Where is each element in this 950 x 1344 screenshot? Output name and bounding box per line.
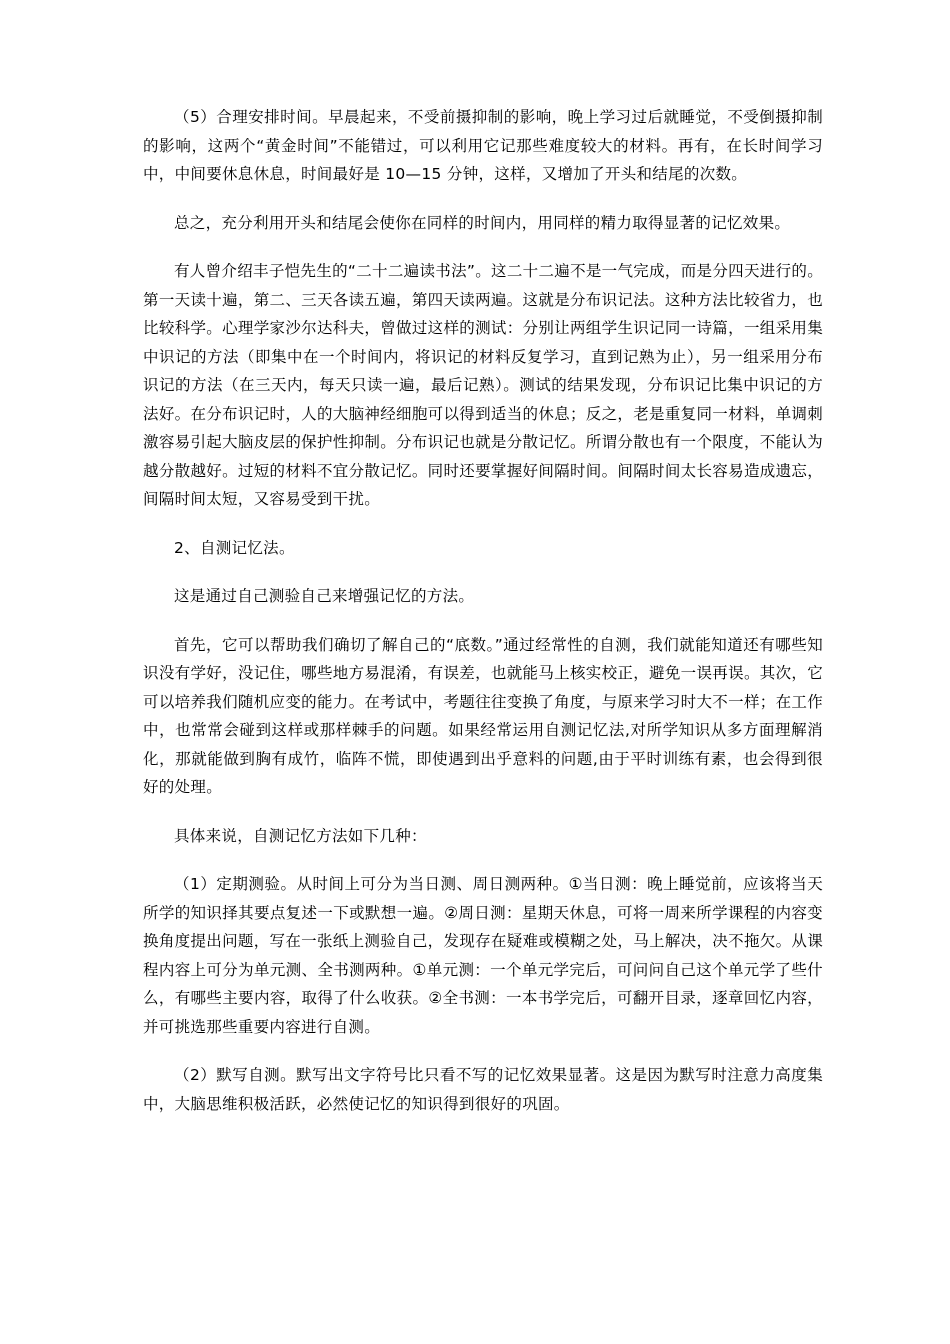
paragraph-time-arrangement: （5）合理安排时间。早晨起来，不受前摄抑制的影响，晚上学习过后就睡觉，不受倒摄抑制的影响，这两个“黄金时间”不能错过，可以利用它记那些难度较大的材料。再有，在长时间学习中，中间要休息休息，时间最好是 10—15 分钟，这样，又增加了开头和结尾的次数。 — [143, 108, 823, 183]
document-page — [143, 103, 823, 1118]
section-heading-self-test: 2、自测记忆法。 — [174, 538, 295, 557]
paragraph-summary: 总之，充分利用开头和结尾会使你在同样的时间内，用同样的精力取得显著的记忆效果。 — [174, 213, 791, 232]
paragraph-self-test-benefits: 首先，它可以帮助我们确切了解自己的“底数。”通过经常性的自测，我们就能知道还有哪些知识没有学好，没记住，哪些地方易混淆，有误差，也就能马上核实校正，避免一误再误。其次，它可以培养我们随机应变的能力。在考试中，考题往往变换了角度，与原来学习时大不一样；在工作中，也常常会碰到这样或那样棘手的问题。如果经常运用自测记忆法,对所学知识从多方面理解消化，那就能做到胸有成竹，临阵不慌，即使遇到出乎意料的问题,由于平时训练有素，也会得到很好的处理。 — [143, 635, 823, 796]
paragraph-dictation-test: （2）默写自测。默写出文字符号比只看不写的记忆效果显著。这是因为默写时注意力高度集中，大脑思维积极活跃，必然使记忆的知识得到很好的巩固。 — [143, 1066, 823, 1113]
paragraph-methods-intro: 具体来说，自测记忆方法如下几种： — [174, 826, 427, 845]
paragraph-periodic-test: （1）定期测验。从时间上可分为当日测、周日测两种。①当日测：晚上睡觉前，应该将当天所学的知识择其要点复述一下或默想一遍。②周日测：星期天休息，可将一周来所学课程的内容变换角度提出问题，写在一张纸上测验自己，发现存在疑难或模糊之处，马上解决，决不拖欠。从课程内容上可分为单元测、全书测两种。①单元测：一个单元学完后，可问问自己这个单元学了些什么，有哪些主要内容，取得了什么收获。②全书测：一本书学完后，可翻开目录，逐章回忆内容，并可挑选那些重要内容进行自测。 — [143, 875, 823, 1036]
paragraph-distributed-memory: 有人曾介绍丰子恺先生的“二十二遍读书法”。这二十二遍不是一气完成，而是分四天进行的。第一天读十遍，第二、三天各读五遍，第四天读两遍。这就是分布识记法。这种方法比较省力，也比较科学。心理学家沙尔达科夫，曾做过这样的测试：分别让两组学生识记同一诗篇，一组采用集中识记的方法（即集中在一个时间内，将识记的材料反复学习，直到记熟为止），另一组采用分布识记的方法（在三天内，每天只读一遍，最后记熟）。测试的结果发现，分布识记比集中识记的方法好。在分布识记时，人的大脑神经细胞可以得到适当的休息；反之，老是重复同一材料，单调刺激容易引起大脑皮层的保护性抑制。分布识记也就是分散记忆。所谓分散也有一个限度，不能认为越分散越好。过短的材料不宜分散记忆。同时还要掌握好间隔时间。间隔时间太长容易造成遗忘，间隔时间太短，又容易受到干扰。 — [143, 262, 823, 508]
paragraph-self-test-intro: 这是通过自己测验自己来增强记忆的方法。 — [174, 587, 475, 605]
